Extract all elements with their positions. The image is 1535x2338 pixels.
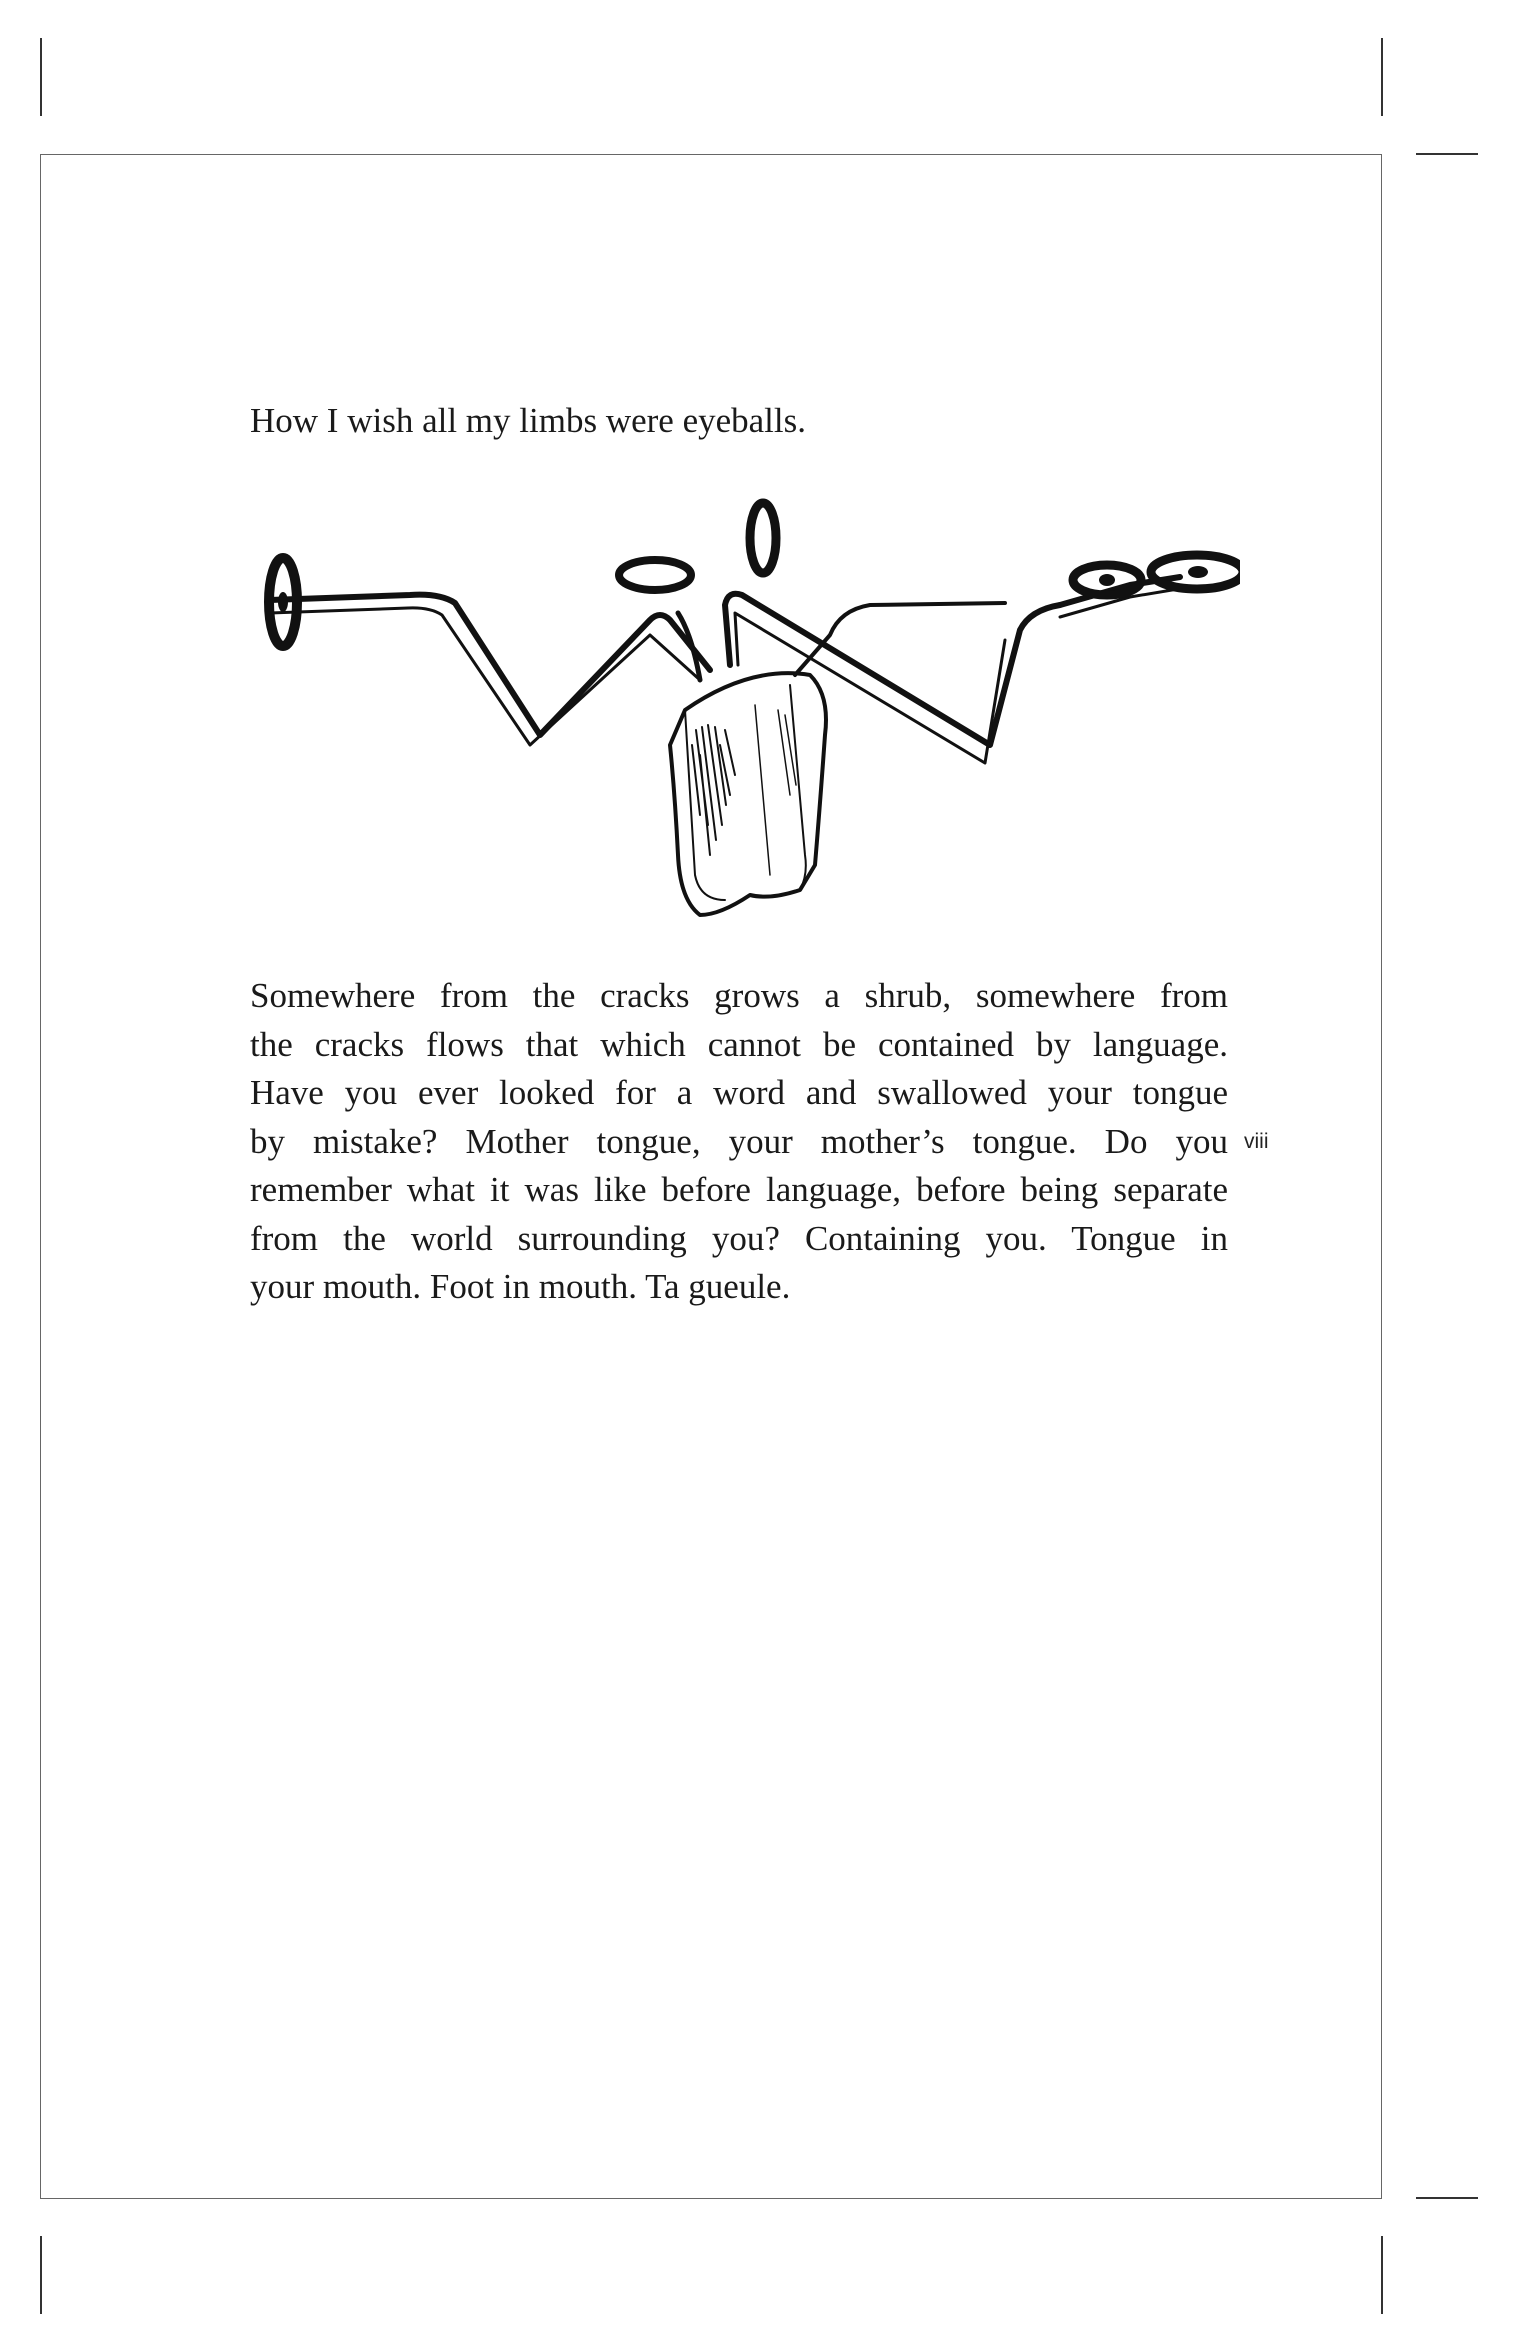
epigraph: How I wish all my limbs were eyeballs. — [250, 401, 807, 440]
body-line: Somewhere from the cracks grows a shrub, somewhere from — [250, 976, 1228, 1015]
body-line: your mouth. Foot in mouth. Ta gueule. — [250, 1267, 791, 1306]
body-line: remember what it was like before language, before being separate — [250, 1170, 1228, 1209]
body-line: from the world surrounding you? Containing you. Tongue in — [250, 1218, 1228, 1258]
body-line: by mistake? Mother tongue, your mother’s tongue. Do you — [250, 1121, 1228, 1161]
crop-mark-right-bottom — [1416, 2197, 1478, 2199]
crop-mark-right-top — [1416, 153, 1478, 155]
crop-mark-top-right — [1381, 38, 1383, 116]
crop-mark-bottom-right — [1381, 2236, 1383, 2314]
crop-mark-top-left — [40, 38, 42, 116]
body-line: Have you ever looked for a word and swallowed your tongue — [250, 1073, 1228, 1112]
body-line: the cracks flows that which cannot be contained by language. — [250, 1024, 1228, 1064]
page-number: viii — [1244, 1130, 1269, 1153]
crop-mark-bottom-left — [40, 2236, 42, 2314]
body-paragraph — [250, 972, 1228, 1312]
limbs-eyeballs-illustration — [230, 495, 1240, 935]
